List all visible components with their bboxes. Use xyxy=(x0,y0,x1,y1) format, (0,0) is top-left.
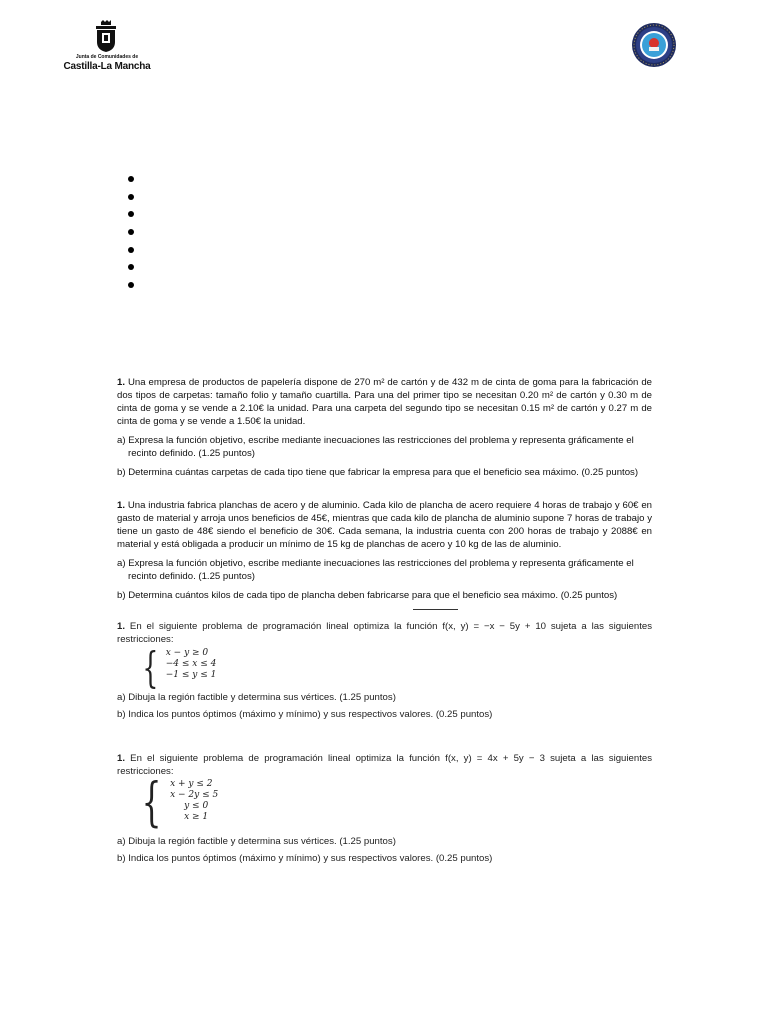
separator-line xyxy=(413,609,458,610)
brace-icon: { xyxy=(141,773,162,833)
problem-3 xyxy=(117,620,652,646)
problem-2-number: 1. xyxy=(117,500,126,511)
problem-2-item-a: a) Expresa la función objetivo, escribe mediante inecuaciones las restricciones del problema y representa gráficamente el recinto definido. (1.25 puntos) xyxy=(117,558,634,582)
logo-line-2: Castilla-La Mancha xyxy=(63,61,151,72)
constraint: x − y ≥ 0 xyxy=(165,648,209,658)
problem-4-text: En el siguiente problema de programación lineal optimiza la función f(x, y) = 4x + 5y − 3 sujeta a las siguientes restricciones: xyxy=(117,753,652,777)
problem-1-item-b: b) Determina cuántas carpetas de cada tipo tiene que fabricar la empresa para que el beneficio sea máximo. (0.25 puntos) xyxy=(117,467,639,478)
constraint: x + y ≤ 2 xyxy=(170,779,213,789)
problem-2-item-b: b) Determina cuántos kilos de cada tipo de plancha deben fabricarse para que el beneficio sea máximo. (0.25 puntos) xyxy=(117,590,618,601)
problem-4-item-b: b) Indica los puntos óptimos (máximo y mínimo) y sus respectivos valores. (0.25 puntos) xyxy=(117,853,493,864)
school-seal-logo xyxy=(631,22,677,68)
problem-3-text: En el siguiente problema de programación lineal optimiza la función f(x, y) = −x − 5y + 10 sujeta a las siguientes restricciones: xyxy=(117,621,652,645)
constraint: −1 ≤ y ≤ 1 xyxy=(165,670,217,680)
problem-4-number: 1. xyxy=(117,753,126,764)
problem-1-number: 1. xyxy=(117,377,126,388)
problem-3-item-b: b) Indica los puntos óptimos (máximo y mínimo) y sus respectivos valores. (0.25 puntos) xyxy=(117,709,493,720)
junta-castilla-la-mancha-logo xyxy=(62,20,152,72)
problem-2 xyxy=(117,499,652,602)
constraint: −4 ≤ x ≤ 4 xyxy=(165,659,217,669)
coat-of-arms-icon xyxy=(92,20,120,52)
constraint: x − 2y ≤ 5 xyxy=(170,790,219,800)
problem-3-items xyxy=(117,691,652,721)
problem-2-statement xyxy=(117,499,652,551)
problem-1-text: Una empresa de productos de papelería dispone de 270 m² de cartón y de 432 m de cinta de goma para la fabricación de dos tipos de carpetas: tamaño folio y tamaño cuartilla. Para una del primer tipo se necesitan 0.20 m² de cartón y 0.30 m de cinta de goma y se vende a 2.10€ la unidad. Para una carpeta del segundo tipo se necesitan 0.15 m² de cartón y 0.27 m de cinta de goma y se vende a 1.50€ la unidad. xyxy=(117,377,653,427)
problem-4-item-a: a) Dibuja la región factible y determina sus vértices. (1.25 puntos) xyxy=(117,836,396,847)
problem-3-constraints xyxy=(137,643,217,692)
constraint: x ≥ 1 xyxy=(184,812,209,822)
problem-4-items xyxy=(117,835,652,865)
problem-1-item-a: a) Expresa la función objetivo, escribe mediante inecuaciones las restricciones del problema y representa gráficamente el recinto definido. (1.25 puntos) xyxy=(117,435,634,459)
logo-line-1: Junta de Comunidades de xyxy=(75,54,139,60)
problem-3-statement xyxy=(117,620,652,646)
problem-1-statement xyxy=(117,376,652,428)
problem-4-constraints xyxy=(135,773,219,833)
problem-2-text: Una industria fabrica planchas de acero y de aluminio. Cada kilo de plancha de acero requiere 4 horas de trabajo y 60€ en gasto de material y arroja unos beneficios de 45€, mientras que cada kilo de plancha de aluminio supone 7 horas de trabajo y tiene un gasto de 48€ siendo el beneficio de 30€. Cada semana, la industria cuenta con 200 horas de trabajo y 2088€ en material y está obligada a producir un mínimo de 15 kg de planchas de acero y 10 kg de las de aluminio. xyxy=(117,500,652,550)
problem-3-number: 1. xyxy=(117,621,126,632)
problem-4 xyxy=(117,752,652,778)
constraint: y ≤ 0 xyxy=(184,801,209,811)
problem-1 xyxy=(117,376,652,479)
brace-icon: { xyxy=(142,643,159,692)
problem-3-item-a: a) Dibuja la región factible y determina sus vértices. (1.25 puntos) xyxy=(117,692,396,703)
problem-4-statement xyxy=(117,752,652,778)
